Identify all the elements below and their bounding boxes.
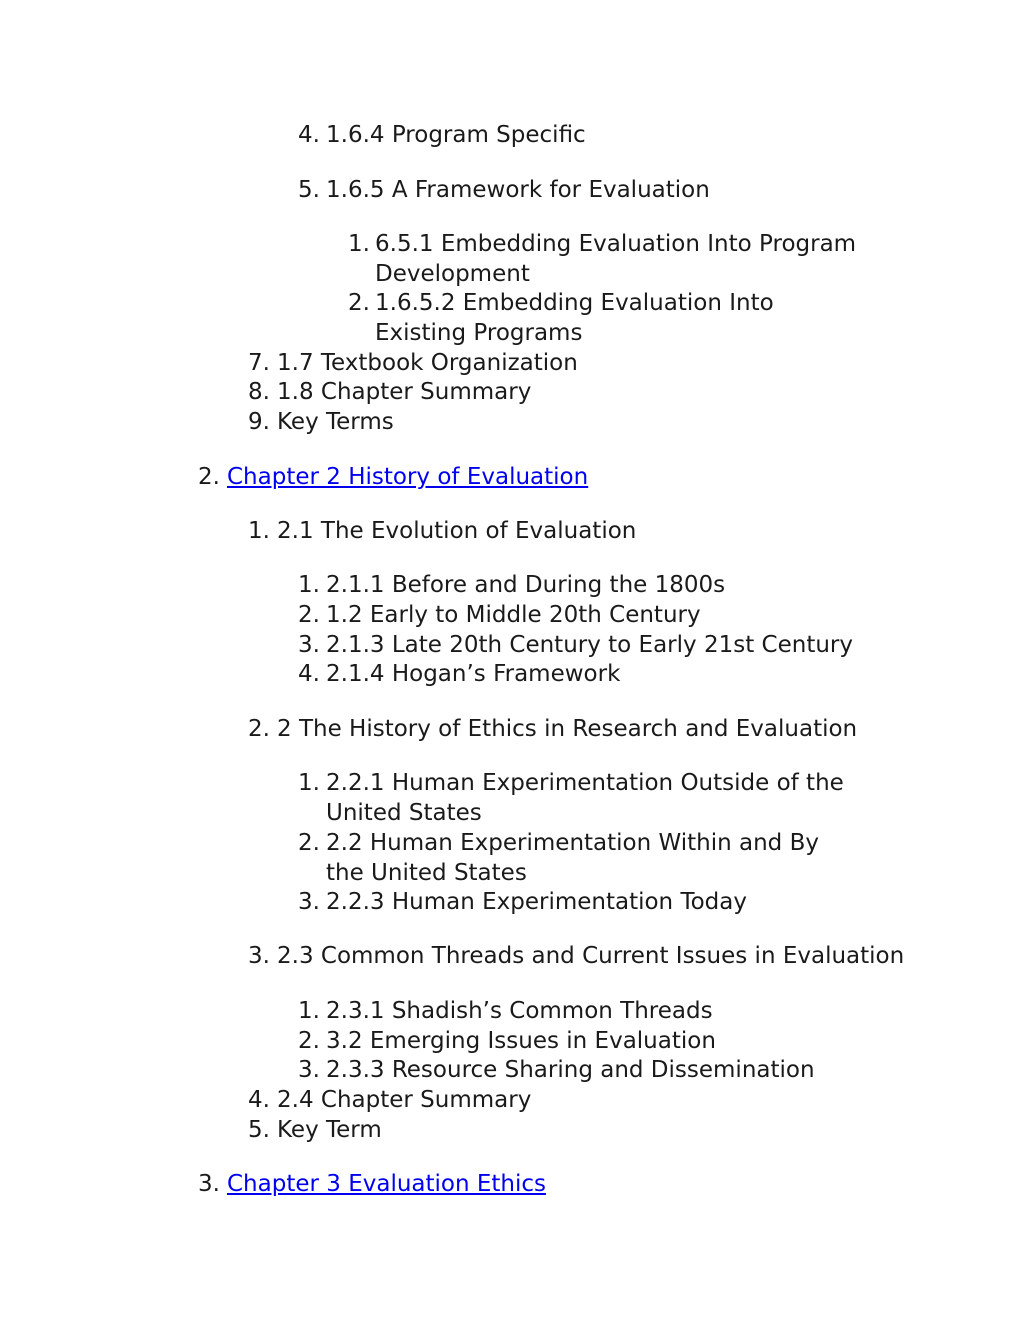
list-item-label: 2.3.1 Shadish’s Common Threads [326, 998, 713, 1024]
list-number: 2. [248, 716, 270, 742]
list-item-label: 2 The History of Ethics in Research and Evaluation [277, 716, 858, 742]
list-number: 7. [248, 350, 270, 376]
list-item-label: 2.3.3 Resource Sharing and Dissemination [326, 1057, 815, 1083]
list-number: 1. [298, 998, 320, 1024]
list-number: 1. [298, 770, 320, 796]
list-item-label: Key Term [277, 1117, 382, 1143]
list-item-label: 2.2 Human Experimentation Within and By the United States [326, 830, 819, 886]
list-number: 4. [298, 122, 320, 148]
list-number: 2. [298, 602, 320, 628]
list-number: 3. [298, 889, 320, 915]
list-number: 4. [298, 661, 320, 687]
list-number: 1. [248, 518, 270, 544]
list-item-label: 2.2.1 Human Experimentation Outside of the United States [326, 770, 844, 826]
list-item-label: Key Terms [277, 409, 394, 435]
list-number: 1. [298, 572, 320, 598]
list-number: 3. [298, 1057, 320, 1083]
list-item-label: 1.6.5 A Framework for Evaluation [326, 177, 710, 203]
list-number: 5. [248, 1117, 270, 1143]
list-item-label: 1.2 Early to Middle 20th Century [326, 602, 701, 628]
list-number: 2. [198, 464, 220, 490]
list-item-label: 2.3 Common Threads and Current Issues in Evaluation [277, 943, 905, 969]
list-item-label: 3.2 Emerging Issues in Evaluation [326, 1028, 716, 1054]
list-number: 3. [298, 632, 320, 658]
list-number: 5. [298, 177, 320, 203]
list-number: 1. [348, 231, 370, 257]
list-item-label: 2.1 The Evolution of Evaluation [277, 518, 637, 544]
list-item-label: 2.1.4 Hogan’s Framework [326, 661, 621, 687]
list-number: 4. [248, 1087, 270, 1113]
list-number: 8. [248, 379, 270, 405]
list-number: 9. [248, 409, 270, 435]
list-number: 2. [348, 290, 370, 316]
list-item-label: 1.7 Textbook Organization [277, 350, 578, 376]
chapter-2-link[interactable]: Chapter 2 History of Evaluation [227, 464, 589, 490]
list-item-label: 1.8 Chapter Summary [277, 379, 532, 405]
list-number: 3. [248, 943, 270, 969]
list-number: 2. [298, 1028, 320, 1054]
list-item-label: 2.1.3 Late 20th Century to Early 21st Century [326, 632, 853, 658]
list-item-label: 6.5.1 Embedding Evaluation Into Program Development [375, 231, 857, 287]
list-item-label: 2.2.3 Human Experimentation Today [326, 889, 747, 915]
chapter-3-link[interactable]: Chapter 3 Evaluation Ethics [227, 1171, 547, 1197]
list-number: 2. [298, 830, 320, 856]
list-item-label: 1.6.5.2 Embedding Evaluation Into Existing Programs [375, 290, 774, 346]
list-item-label: 2.1.1 Before and During the 1800s [326, 572, 726, 598]
list-item-label: 2.4 Chapter Summary [277, 1087, 532, 1113]
list-number: 3. [198, 1171, 220, 1197]
list-item-label: 1.6.4 Program Specific [326, 122, 586, 148]
